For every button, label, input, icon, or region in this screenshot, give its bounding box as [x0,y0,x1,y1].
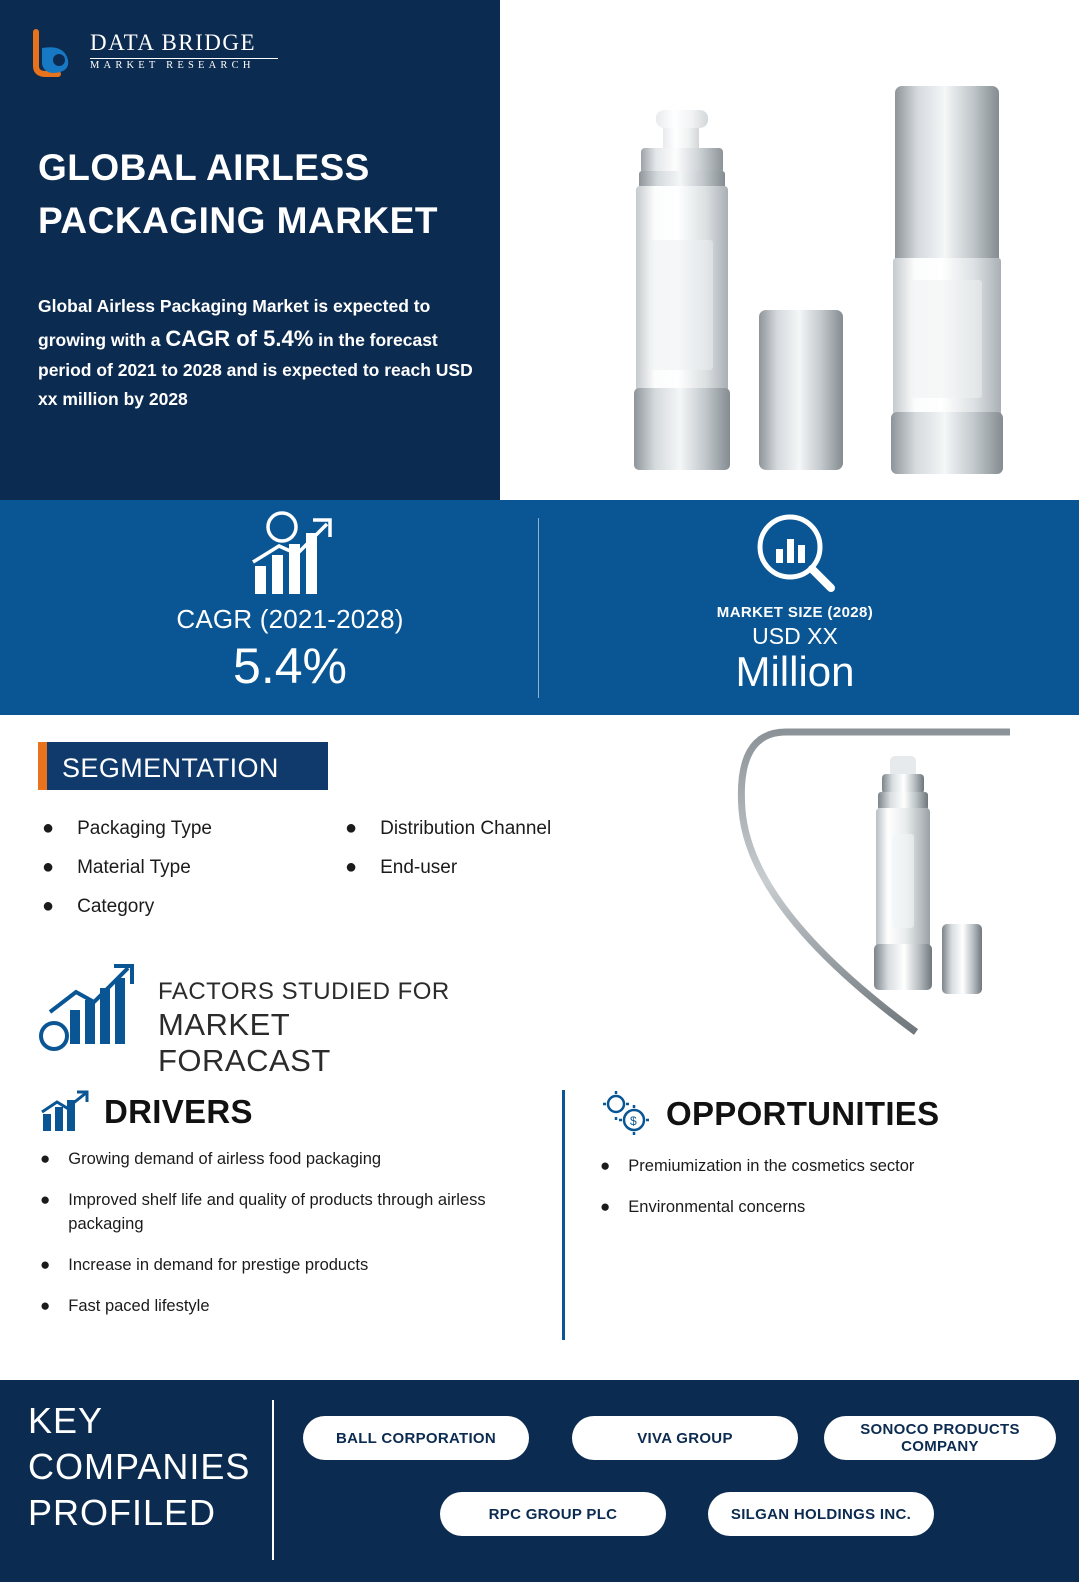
bullet-icon: ● [40,1189,51,1209]
company-chip: SILGAN HOLDINGS INC. [708,1492,934,1536]
key-companies-title [28,1398,250,1536]
list-item [600,1196,1020,1220]
list-item [40,1254,530,1278]
page-title-line2: PACKAGING MARKET [38,199,438,241]
stat-market-size [580,508,1010,696]
bullet-icon: ● [42,895,55,917]
factors-block [36,960,466,1078]
list-item [600,1155,1020,1179]
market-size-icon-wrap [580,508,1010,604]
list-item [345,857,645,879]
market-size-value-usd: USD XX [752,623,838,649]
hero-description-post: in the forecast period of 2021 to 2028 and is expected to reach USD xx million by 2028 [38,329,473,409]
segmentation-tab-accent [38,742,47,790]
key-companies-title-line1: KEY [28,1400,104,1441]
market-size-value-unit: Million [735,648,855,695]
cagr-icon-wrap [80,508,500,604]
list-item [40,1189,530,1237]
segmentation-column-1 [42,818,332,935]
company-chip: VIVA GROUP [572,1416,798,1460]
list-item [40,1295,530,1319]
opportunity-label: Premiumization in the cosmetics sector [628,1157,915,1175]
bullet-icon: ● [345,856,358,878]
segmentation-item-label: Material Type [77,857,191,878]
segmentation-item-label: End-user [380,857,458,878]
list-item [345,818,645,840]
opportunities-list [600,1155,1020,1237]
market-forecast-chart-icon [36,960,148,1056]
brand-name: DATA BRIDGE [90,30,257,55]
list-item [40,1148,530,1172]
page-title-line1: GLOBAL AIRLESS [38,147,370,188]
factors-line2: MARKET FORACAST [158,1007,331,1078]
key-companies-divider [272,1400,274,1560]
drivers-title: DRIVERS [104,1093,253,1130]
bar-chart-growth-icon [235,510,345,602]
market-size-label: MARKET SIZE (2028) [716,604,874,621]
key-companies-title-line2: COMPANIES [28,1446,251,1488]
brand-tagline: MARKET RESEARCH [90,60,255,71]
opportunities-title: OPPORTUNITIES [666,1095,940,1132]
segmentation-heading: SEGMENTATION [62,753,279,783]
drivers-header [40,1090,253,1134]
brand-logo [28,22,268,84]
brand-logo-text [90,30,256,71]
bullet-icon: ● [42,856,55,878]
segmentation-item-label: Packaging Type [77,818,212,839]
cagr-value: 5.4% [233,638,347,694]
logo-divider [90,58,278,59]
segmentation-item-label: Category [77,896,155,917]
bullet-icon: ● [40,1149,51,1168]
list-item [42,818,332,840]
bullet-icon: ● [40,1295,51,1315]
stats-divider [538,518,539,698]
data-bridge-logo-icon [28,26,80,78]
company-chip: SONOCO PRODUCTS COMPANY [824,1416,1056,1460]
page-title [38,142,478,247]
segmentation-illustration [700,726,1030,1046]
company-chip: RPC GROUP PLC [440,1492,666,1536]
airless-bottle-swoosh-illustration [700,726,1030,1046]
hero-description [38,292,490,413]
factors-line1: FACTORS STUDIED FOR [158,978,450,1005]
driver-label: Increase in demand for prestige products [68,1255,369,1274]
company-chip: BALL CORPORATION [303,1416,529,1460]
driver-label: Improved shelf life and quality of products through airless packaging [68,1190,486,1233]
segmentation-column-2 [345,818,645,896]
bullet-icon: ● [600,1156,611,1175]
drivers-chart-icon [40,1090,90,1134]
hero-right-panel [500,0,1079,500]
airless-bottles-image [500,0,1079,500]
segmentation-item-label: Distribution Channel [380,818,552,839]
driver-label: Growing demand of airless food packaging [68,1150,382,1168]
svg-text:$: $ [630,1114,637,1128]
magnifier-chart-icon [745,509,845,603]
factors-text [158,978,466,1079]
content-column-divider [562,1090,565,1340]
list-item [42,857,332,879]
hero-description-pre: Global Airless Packaging Market is expected to growing with a [38,296,431,350]
bullet-icon: ● [40,1254,51,1274]
hero-section [0,0,1079,500]
bullet-icon: ● [345,817,358,839]
stat-cagr [80,508,500,695]
key-companies-title-line3: PROFILED [28,1492,217,1534]
bullet-icon: ● [42,817,55,839]
drivers-list [40,1148,530,1336]
opportunities-gears-icon [600,1090,652,1138]
opportunity-label: Environmental concerns [628,1197,806,1216]
opportunities-header [600,1090,939,1138]
cagr-label: CAGR (2021-2028) [176,604,404,634]
bullet-icon: ● [600,1196,611,1216]
hero-description-highlight: CAGR of 5.4% [165,325,314,351]
driver-label: Fast paced lifestyle [68,1296,210,1315]
list-item [42,896,332,918]
